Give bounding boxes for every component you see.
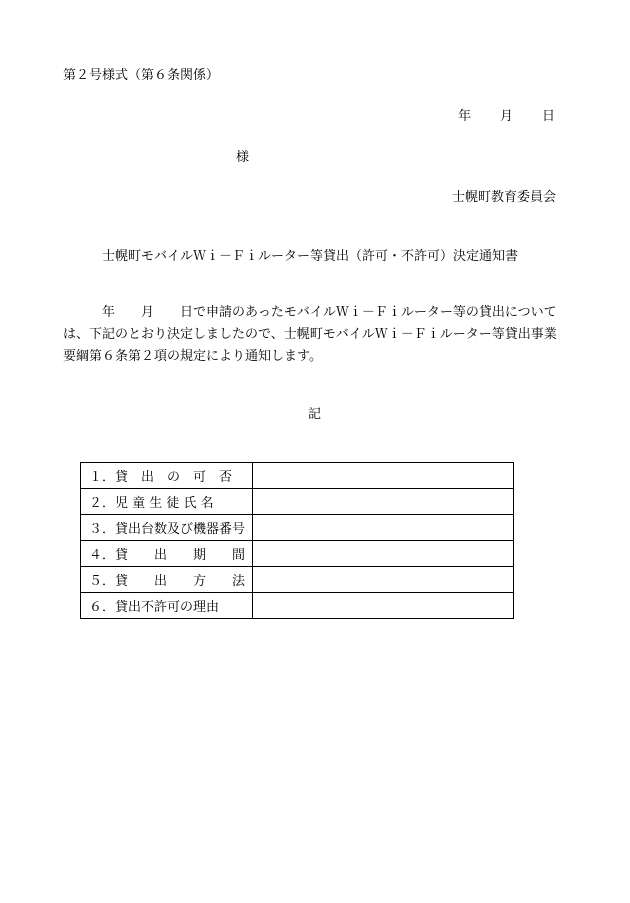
row-value: [253, 463, 514, 489]
date-line: 年 月 日: [457, 109, 556, 124]
issuer: 士幌町教育委員会: [451, 190, 556, 205]
body-text: [63, 302, 568, 368]
table-row: [81, 541, 514, 567]
row-label: ２．児 童 生 徒 氏 名: [81, 489, 253, 515]
row-label: ５．貸 出 方 法: [81, 567, 253, 593]
row-value: [253, 515, 514, 541]
row-value: [253, 567, 514, 593]
row-label: ４．貸 出 期 間: [81, 541, 253, 567]
table-row: [81, 593, 514, 619]
table-row: [81, 567, 514, 593]
table-row: [81, 515, 514, 541]
row-value: [253, 593, 514, 619]
ki-heading: 記: [308, 407, 322, 422]
form-number: 第２号様式（第６条関係）: [63, 68, 220, 83]
row-value: [253, 541, 514, 567]
body-paragraph: 年 月 日で申請のあったモバイルＷｉ－Ｆｉルーター等の貸出については、下記のとおり決定しましたので、士幌町モバイルＷｉ－Ｆｉルーター等貸出事業要綱第６条第２項の規定により通知します。: [63, 305, 557, 364]
document-title: 士幌町モバイルＷｉ－Ｆｉルーター等貸出（許可・不許可）決定通知書: [102, 249, 519, 264]
table-row: [81, 489, 514, 515]
table-row: [81, 463, 514, 489]
addressee: 様: [236, 150, 250, 165]
row-label: １．貸 出 の 可 否: [81, 463, 253, 489]
row-value: [253, 489, 514, 515]
detail-table: [80, 462, 514, 619]
row-label: ３．貸出台数及び機器番号: [81, 515, 253, 541]
row-label: ６．貸出不許可の理由: [81, 593, 253, 619]
